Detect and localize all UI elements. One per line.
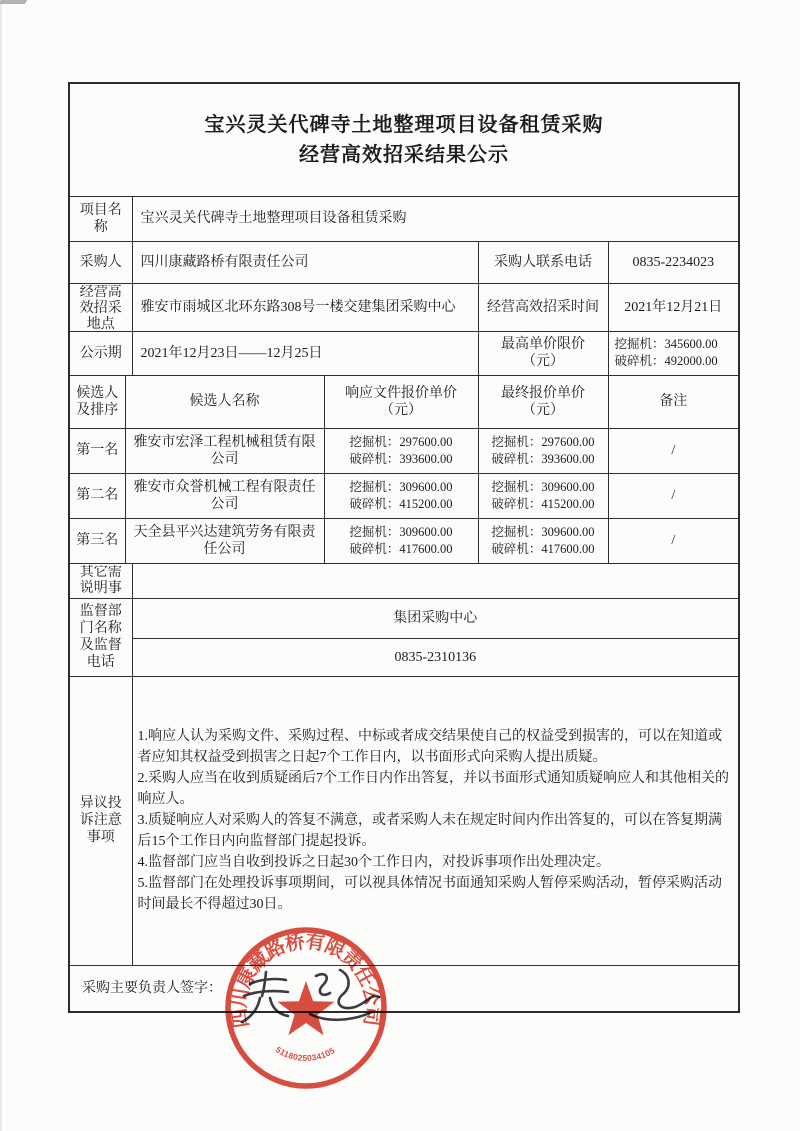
buyer-phone-label: 采购人联系电话 bbox=[478, 241, 608, 283]
document-title bbox=[69, 83, 739, 196]
candidate-rank: 第一名 bbox=[69, 428, 125, 473]
project-name-label: 项目名称 bbox=[69, 196, 132, 241]
candidate-rank: 第三名 bbox=[69, 518, 125, 563]
seal-serial-number: 5118025034105 bbox=[273, 1044, 337, 1064]
supervision-department: 集团采购中心 bbox=[132, 598, 739, 638]
candidate-row-1 bbox=[69, 428, 739, 473]
candidate-row-3 bbox=[69, 518, 739, 563]
supervision-label: 监督部门名称及监督电话 bbox=[69, 598, 132, 676]
notice-content bbox=[132, 676, 739, 965]
max-price-breaker: 破碎机：492000.00 bbox=[614, 354, 718, 368]
max-price-excavator: 挖掘机：345600.00 bbox=[614, 337, 718, 351]
time-value: 2021年12月21日 bbox=[608, 283, 739, 331]
max-price-label: 最高单价限价（元） bbox=[478, 331, 608, 375]
venue-label: 经营高效招采地点 bbox=[69, 283, 132, 331]
supervision-phone: 0835-2310136 bbox=[132, 638, 739, 676]
candidate-bid: 挖掘机：309600.00 破碎机：415200.00 bbox=[324, 473, 478, 518]
notice-item: 3.质疑响应人对采购人的答复不满意，或者采购人未在规定时间内作出答复的，可以在答复期满后15个工作日内向监督部门提起投诉。 bbox=[137, 813, 722, 849]
time-label: 经营高效招采时间 bbox=[478, 283, 608, 331]
seal-company-text: 四川康藏路桥有限责任公司 bbox=[228, 930, 384, 1030]
publicity-label: 公示期 bbox=[69, 331, 132, 375]
notice-item: 2.采购人应当在收到质疑函后7个工作日内作出答复，并以书面形式通知质疑响应人和其他相关的响应人。 bbox=[137, 771, 729, 807]
col-header-rank: 候选人及排序 bbox=[69, 375, 125, 428]
publicity-value: 2021年12月23日——12月25日 bbox=[132, 331, 478, 375]
col-header-name: 候选人名称 bbox=[125, 375, 324, 428]
venue-value: 雅安市雨城区北环东路308号一楼交建集团采购中心 bbox=[132, 283, 478, 331]
col-header-final: 最终报价单价（元） bbox=[478, 375, 608, 428]
candidate-name: 雅安市众誉机械工程有限责任公司 bbox=[125, 473, 324, 518]
scan-corner-artifact bbox=[0, 0, 27, 4]
title-line-2: 经营高效招采结果公示 bbox=[299, 143, 510, 166]
candidate-rank: 第二名 bbox=[69, 473, 125, 518]
candidate-remark: / bbox=[608, 518, 739, 563]
signature-line: 采购主要负责人签字： bbox=[69, 965, 739, 1012]
buyer-phone-value: 0835-2234023 bbox=[608, 241, 739, 283]
candidate-bid: 挖掘机：297600.00 破碎机：393600.00 bbox=[324, 428, 478, 473]
buyer-label: 采购人 bbox=[69, 241, 132, 283]
candidate-name: 天全县平兴达建筑劳务有限责任公司 bbox=[125, 518, 324, 563]
notice-item: 1.响应人认为采购文件、采购过程、中标或者成交结果使自己的权益受到损害的，可以在知道或者应知其权益受到损害之日起7个工作日内，以书面形式向采购人提出质疑。 bbox=[137, 729, 722, 765]
other-notes-label: 其它需说明事 bbox=[69, 563, 132, 598]
col-header-remark: 备注 bbox=[608, 375, 739, 428]
col-header-bid: 响应文件报价单价（元） bbox=[324, 375, 478, 428]
scan-edge bbox=[0, 0, 2, 1131]
candidate-bid: 挖掘机：309600.00 破碎机：417600.00 bbox=[324, 518, 478, 563]
buyer-value: 四川康藏路桥有限责任公司 bbox=[132, 241, 478, 283]
candidate-final: 挖掘机：297600.00 破碎机：393600.00 bbox=[478, 428, 608, 473]
notice-item: 4.监督部门应当自收到投诉之日起30个工作日内，对投诉事项作出处理决定。 bbox=[137, 855, 610, 870]
candidate-remark: / bbox=[608, 473, 739, 518]
project-name-value: 宝兴灵关代碑寺土地整理项目设备租赁采购 bbox=[132, 196, 739, 241]
title-line-1: 宝兴灵关代碑寺土地整理项目设备租赁采购 bbox=[204, 113, 604, 136]
max-price-value bbox=[608, 331, 739, 375]
notice-item: 5.监督部门在处理投诉事项期间，可以视具体情况书面通知采购人暂停采购活动，暂停采购活动时间最长不得超过30日。 bbox=[137, 876, 722, 912]
other-notes-value bbox=[132, 563, 739, 598]
candidate-name: 雅安市宏泽工程机械租赁有限公司 bbox=[125, 428, 324, 473]
procurement-result-table bbox=[68, 82, 740, 1013]
candidate-final: 挖掘机：309600.00 破碎机：417600.00 bbox=[478, 518, 608, 563]
candidate-remark: / bbox=[608, 428, 739, 473]
candidate-final: 挖掘机：309600.00 破碎机：415200.00 bbox=[478, 473, 608, 518]
candidate-row-2 bbox=[69, 473, 739, 518]
notice-label: 异议投诉注意事项 bbox=[69, 676, 132, 965]
